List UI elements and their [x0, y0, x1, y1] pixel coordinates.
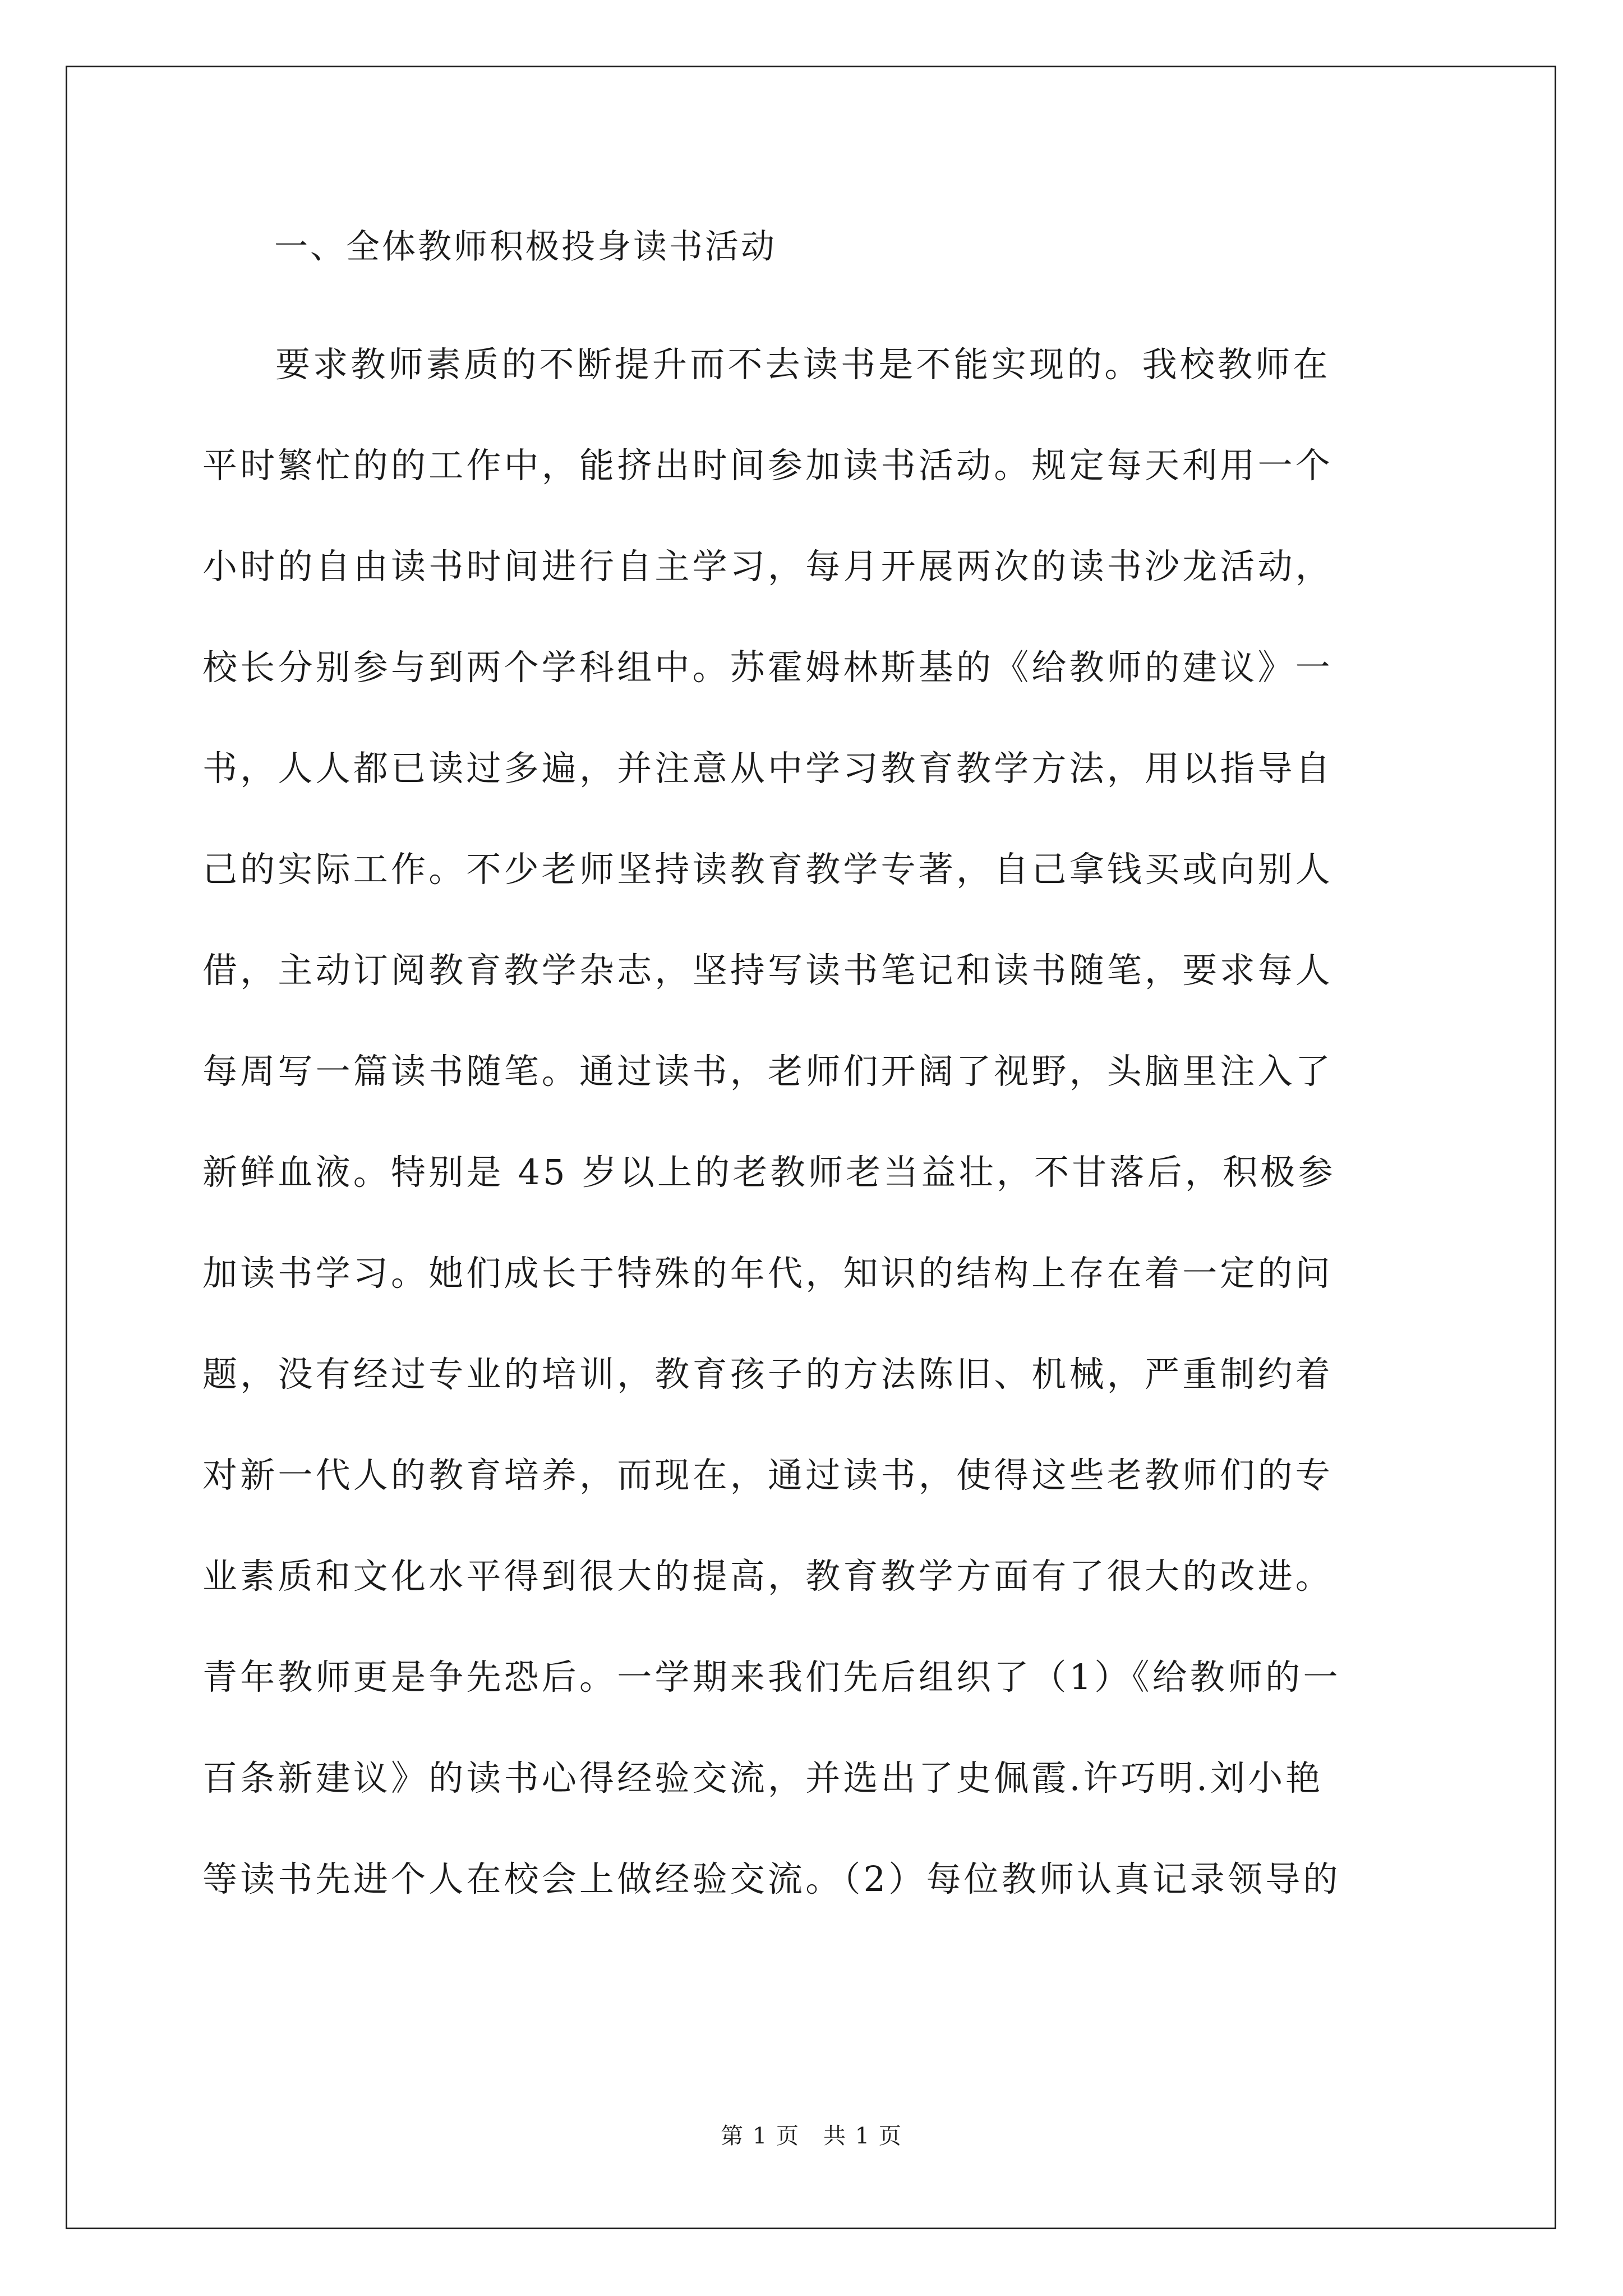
paragraph-line: 平时繁忙的的工作中，能挤出时间参加读书活动。规定每天利用一个: [202, 445, 1334, 486]
paragraph-line: 校长分别参与到两个学科组中。苏霍姆林斯基的《给教师的建议》一: [202, 647, 1334, 688]
section-heading: 一、全体教师积极投身读书活动: [274, 227, 777, 266]
paragraph-line: 每周写一篇读书随笔。通过读书，老师们开阔了视野，头脑里注入了: [202, 1051, 1334, 1092]
paragraph-line: 小时的自由读书时间进行自主学习，每月开展两次的读书沙龙活动，: [202, 546, 1334, 587]
paragraph-line: 青年教师更是争先恐后。一学期来我们先后组织了（1）《给教师的一: [202, 1657, 1341, 1697]
paragraph-line: 等读书先进个人在校会上做经验交流。（2）每位教师认真记录领导的: [202, 1858, 1341, 1899]
paragraph-line: 要求教师素质的不断提升而不去读书是不能实现的。我校教师在: [275, 344, 1331, 385]
paragraph-line: 百条新建议》的读书心得经验交流，并选出了史佩霞.许巧明.刘小艳: [202, 1757, 1324, 1798]
paragraph-line: 借，主动订阅教育教学杂志，坚持写读书笔记和读书随笔，要求每人: [202, 950, 1334, 991]
document-body: [202, 213, 1431, 1930]
paragraph-line: 新鲜血液。特别是 45 岁以上的老教师老当益壮，不甘落后，积极参: [202, 1152, 1336, 1193]
paragraph-line: 对新一代人的教育培养，而现在，通过读书，使得这些老教师们的专: [202, 1455, 1334, 1496]
paragraph-line: 己的实际工作。不少老师坚持读教育教学专著，自己拿钱买或向别人: [202, 849, 1334, 890]
paragraph-line: 书，人人都已读过多遍，并注意从中学习教育教学方法，用以指导自: [202, 748, 1334, 789]
paragraph-line: 加读书学习。她们成长于特殊的年代，知识的结构上存在着一定的问: [202, 1253, 1334, 1294]
paragraph-line: 业素质和文化水平得到很大的提高，教育教学方面有了很大的改进。: [202, 1556, 1334, 1596]
paragraph-line: 题，没有经过专业的培训，教育孩子的方法陈旧、机械，严重制约着: [202, 1354, 1334, 1395]
page-footer: 第 1 页 共 1 页: [721, 2123, 902, 2149]
